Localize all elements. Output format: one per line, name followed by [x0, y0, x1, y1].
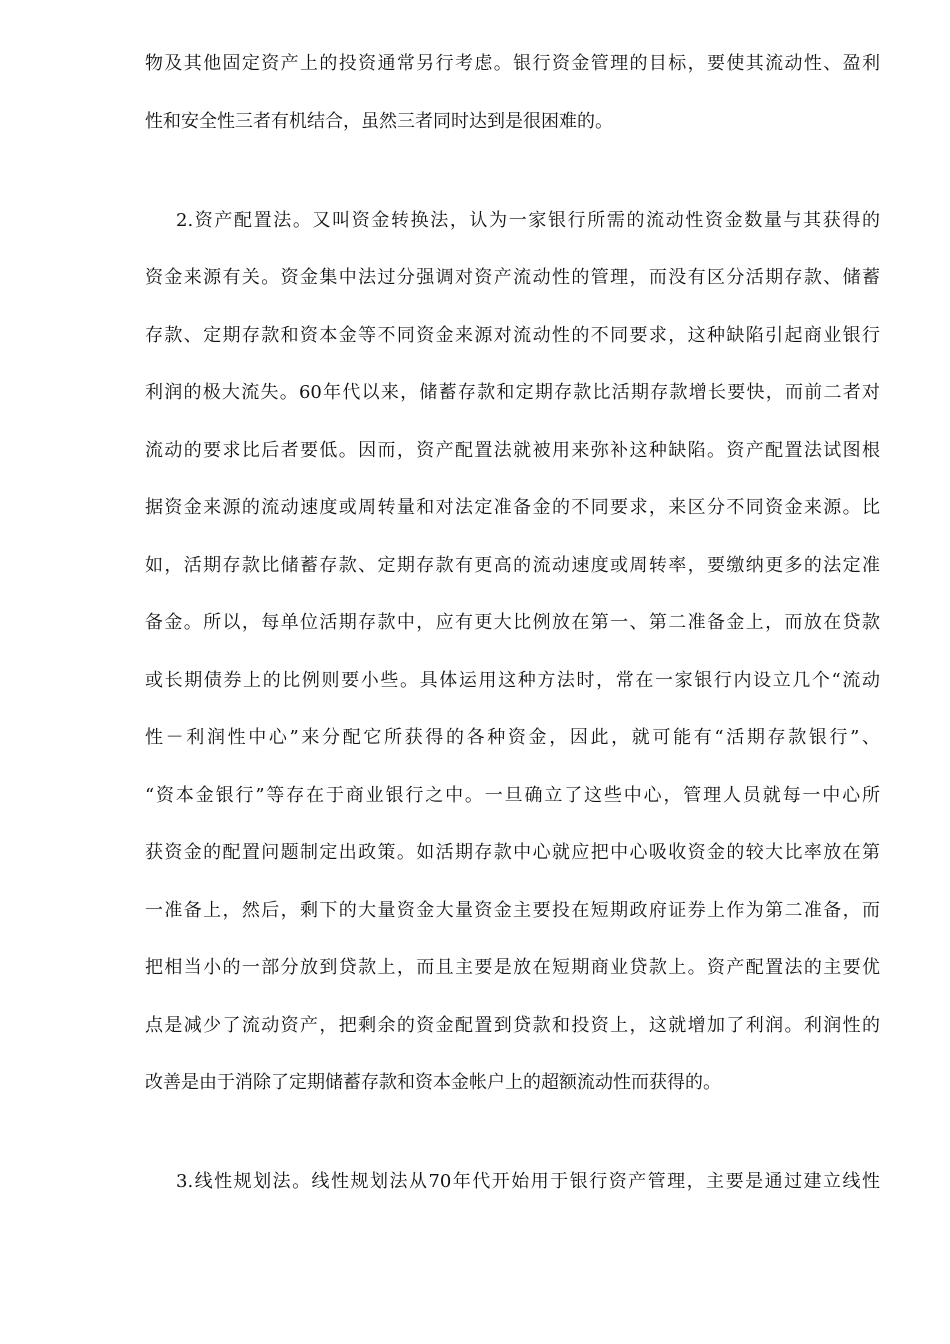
text-line: “资本金银行”等存在于商业银行之中。一旦确立了这些中心，管理人员就每一中心所 — [145, 785, 880, 806]
text-line: 一准备上，然后，剩下的大量资金大量资金主要投在短期政府证券上作为第二准备，而 — [145, 900, 880, 921]
text-line: 存款、定期存款和资本金等不同资金来源对流动性的不同要求，这种缺陷引起商业银行 — [145, 325, 880, 346]
text-line: 如，活期存款比储蓄存款、定期存款有更高的流动速度或周转率，要缴纳更多的法定准 — [145, 555, 880, 576]
text-line: 获资金的配置问题制定出政策。如活期存款中心就应把中心吸收资金的较大比率放在第 — [145, 842, 880, 863]
text-line: 点是减少了流动资产，把剩余的资金配置到贷款和投资上，这就增加了利润。利润性的 — [145, 1015, 880, 1036]
text-line: 流动的要求比后者要低。因而，资产配置法就被用来弥补这种缺陷。资产配置法试图根 — [145, 440, 880, 461]
text-line: 或长期债券上的比例则要小些。具体运用这种方法时，常在一家银行内设立几个“流动 — [145, 670, 880, 691]
text-line: 改善是由于消除了定期储蓄存款和资本金帐户上的超额流动性而获得的。 — [145, 1072, 721, 1093]
text-line: 3.线性规划法。线性规划法从70年代开始用于银行资产管理，主要是通过建立线性 — [176, 1171, 880, 1192]
text-line: 利润的极大流失。60年代以来，储蓄存款和定期存款比活期存款增长要快，而前二者对 — [145, 382, 880, 403]
text-line: 2.资产配置法。又叫资金转换法，认为一家银行所需的流动性资金数量与其获得的 — [176, 210, 880, 231]
text-line: 性－利润性中心”来分配它所获得的各种资金，因此，就可能有“活期存款银行”、 — [145, 727, 880, 748]
text-line: 把相当小的一部分放到贷款上，而且主要是放在短期商业贷款上。资产配置法的主要优 — [145, 957, 880, 978]
text-line: 资金来源有关。资金集中法过分强调对资产流动性的管理，而没有区分活期存款、储蓄 — [145, 267, 880, 288]
text-line: 性和安全性三者有机结合，虽然三者同时达到是很困难的。 — [145, 111, 613, 132]
text-line: 据资金来源的流动速度或周转量和对法定准备金的不同要求，来区分不同资金来源。比 — [145, 497, 880, 518]
text-line: 备金。所以，每单位活期存款中，应有更大比例放在第一、第二准备金上，而放在贷款 — [145, 612, 880, 633]
text-line: 物及其他固定资产上的投资通常另行考虑。银行资金管理的目标，要使其流动性、盈利 — [145, 53, 880, 74]
